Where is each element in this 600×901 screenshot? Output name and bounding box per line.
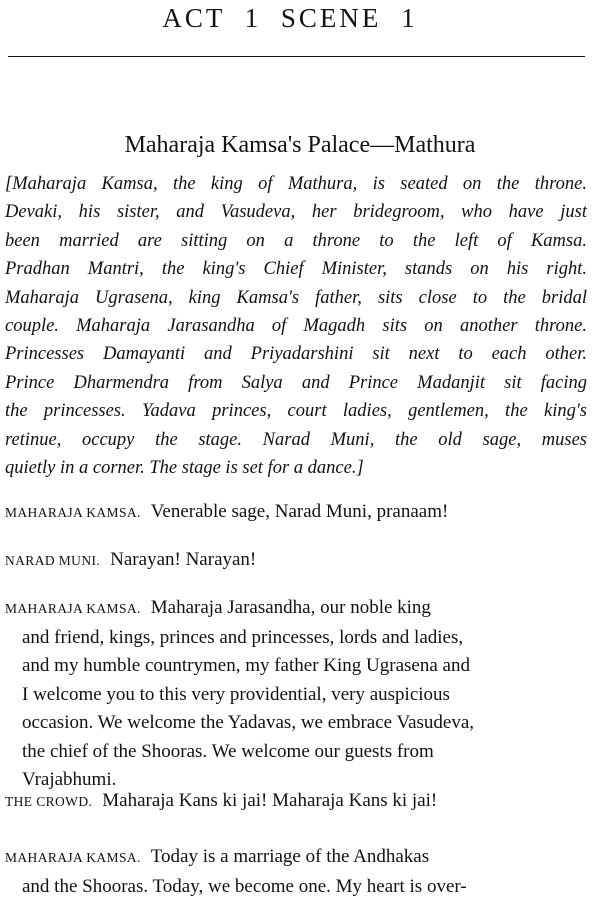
dialogue-entry: [5, 843, 595, 901]
speaker-name: NARAD MUNI.: [5, 553, 100, 568]
dialogue-entry: [5, 787, 595, 817]
stage-direction-line: Pradhan Mantri, the king's Chief Minister, stands on his right.: [5, 255, 587, 283]
speaker-name: THE CROWD.: [5, 794, 92, 809]
dialogue-line: I welcome you to this very providential, very auspicious: [5, 681, 595, 710]
speaker-name: MAHARAJA KAMSA.: [5, 505, 141, 520]
stage-direction-line: [Maharaja Kamsa, the king of Mathura, is seated on the throne.: [5, 170, 587, 198]
dialogue-line: the chief of the Shooras. We welcome our guests from: [5, 738, 595, 767]
stage-direction-line: quietly in a corner. The stage is set for a dance.]: [5, 454, 587, 482]
dialogue-line: Today is a marriage of the Andhakas: [151, 846, 429, 867]
stage-direction-line: been married are sitting on a throne to the left of Kamsa.: [5, 227, 587, 255]
speaker-name: MAHARAJA KAMSA.: [5, 850, 141, 865]
dialogue-line: Venerable sage, Narad Muni, pranaam!: [151, 501, 449, 522]
stage-direction-line: the princesses. Yadava princes, court ladies, gentlemen, the king's: [5, 397, 587, 425]
dialogue-line: Maharaja Kans ki jai! Maharaja Kans ki jai!: [102, 790, 437, 811]
stage-directions: [5, 170, 587, 482]
dialogue-line: and the Shooras. Today, we become one. My heart is over-: [5, 873, 595, 901]
stage-direction-line: Princesses Damayanti and Priyadarshini sit next to each other.: [5, 340, 587, 368]
dialogue-line: and my humble countrymen, my father King Ugrasena and: [5, 652, 595, 681]
stage-direction-line: Devaki, his sister, and Vasudeva, her bridegroom, who have just: [5, 198, 587, 226]
dialogue-line: and friend, kings, princes and princesses, lords and ladies,: [5, 624, 595, 653]
dialogue-entry: [5, 594, 595, 795]
speaker-name: MAHARAJA KAMSA.: [5, 601, 141, 616]
dialogue-line: Narayan! Narayan!: [110, 549, 256, 570]
scene-title: Maharaja Kamsa's Palace—Mathura: [0, 130, 600, 160]
stage-direction-line: Maharaja Ugrasena, king Kamsa's father, sits close to the bridal: [5, 284, 587, 312]
stage-direction-line: Prince Dharmendra from Salya and Prince Madanjit sit facing: [5, 369, 587, 397]
stage-direction-line: retinue, occupy the stage. Narad Muni, the old sage, muses: [5, 426, 587, 454]
dialogue-entry: [5, 498, 595, 528]
dialogue-line: occasion. We welcome the Yadavas, we embrace Vasudeva,: [5, 709, 595, 738]
heading-divider: [8, 56, 585, 57]
act-scene-heading: ACT 1 SCENE 1: [0, 2, 580, 34]
stage-direction-line: couple. Maharaja Jarasandha of Magadh sits on another throne.: [5, 312, 587, 340]
dialogue-entry: [5, 546, 595, 576]
dialogue-line: Vrajabhumi.: [5, 766, 595, 795]
dialogue-line: Maharaja Jarasandha, our noble king: [151, 597, 431, 618]
